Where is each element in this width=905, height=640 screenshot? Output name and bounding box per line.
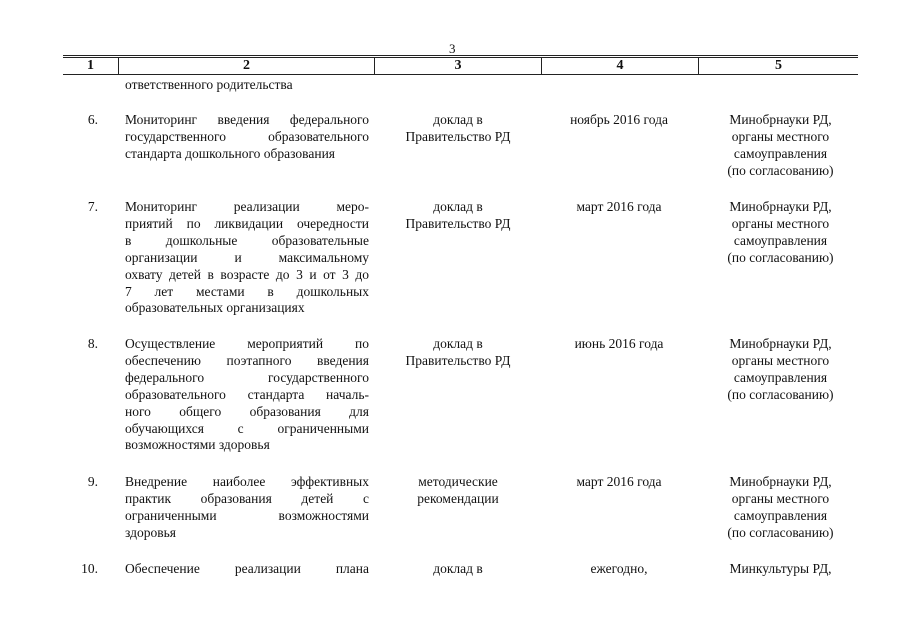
responsible bbox=[703, 561, 858, 578]
activity-line: обеспечению поэтапного введения bbox=[125, 352, 369, 368]
row-number: 10. bbox=[81, 561, 98, 576]
form-line: Правительство РД bbox=[405, 128, 511, 144]
deadline-line: ноябрь 2016 года bbox=[570, 112, 668, 127]
form-line: доклад в bbox=[433, 112, 483, 127]
page-number: 3 bbox=[449, 41, 456, 56]
responsible-line: самоуправления bbox=[733, 145, 828, 161]
activity-line: охвату детей в возрасте до 3 и от 3 до bbox=[125, 266, 369, 282]
responsible-line: самоуправления bbox=[733, 232, 828, 248]
activity-line: приятий по ликвидации очередности bbox=[125, 215, 369, 231]
responsible-line: органы местного bbox=[731, 352, 830, 368]
completion-form bbox=[383, 112, 533, 146]
responsible-line: Минобрнауки РД, bbox=[729, 112, 832, 127]
deadline-line: март 2016 года bbox=[576, 199, 662, 214]
responsible bbox=[703, 474, 858, 542]
activity-line: Внедрение наиболее эффективных bbox=[125, 474, 369, 489]
activity-line: ограниченными возможностями bbox=[125, 507, 369, 523]
form-line: рекомендации bbox=[417, 490, 499, 506]
activity-line: ного общего образования для bbox=[125, 403, 369, 419]
activity-line: здоровья bbox=[125, 524, 176, 540]
column-header-1: 1 bbox=[87, 58, 94, 73]
column-header-2: 2 bbox=[118, 58, 374, 74]
completion-form bbox=[383, 336, 533, 370]
form-line: доклад в bbox=[433, 336, 483, 351]
responsible-line: (по согласованию) bbox=[727, 249, 834, 265]
responsible bbox=[703, 199, 858, 267]
responsible-line: (по согласованию) bbox=[727, 386, 834, 402]
column-header-3: 3 bbox=[374, 58, 541, 74]
column-header-5: 5 bbox=[698, 58, 858, 74]
deadline bbox=[541, 199, 697, 216]
responsible bbox=[703, 336, 858, 404]
form-line: методические bbox=[418, 474, 498, 489]
responsible-line: Минобрнауки РД, bbox=[729, 199, 832, 214]
activity-line: практик образования детей с bbox=[125, 490, 369, 506]
responsible-line: самоуправления bbox=[733, 369, 828, 385]
activity-line: государственного образовательного bbox=[125, 128, 369, 144]
activity-line: Осуществление мероприятий по bbox=[125, 336, 369, 351]
responsible-line: органы местного bbox=[731, 128, 830, 144]
continued-text: ответственного родительства bbox=[125, 77, 293, 92]
row-number: 8. bbox=[87, 336, 98, 351]
deadline bbox=[541, 112, 697, 129]
activity-text bbox=[125, 199, 369, 317]
responsible-line: Минобрнауки РД, bbox=[729, 336, 832, 351]
activity-line: Мониторинг введения федерального bbox=[125, 112, 369, 127]
activity-line: федерального государственного bbox=[125, 369, 369, 385]
activity-line: Мониторинг реализации меро- bbox=[125, 199, 369, 214]
responsible-line: органы местного bbox=[731, 490, 830, 506]
responsible-line: (по согласованию) bbox=[727, 162, 834, 178]
deadline-line: март 2016 года bbox=[576, 474, 662, 489]
activity-line: организации и максимальному bbox=[125, 249, 369, 265]
responsible-line: Минобрнауки РД, bbox=[729, 474, 832, 489]
deadline-line: июнь 2016 года bbox=[574, 336, 664, 351]
deadline bbox=[541, 336, 697, 353]
responsible-line: Минкультуры РД, bbox=[729, 561, 832, 576]
activity-text bbox=[125, 112, 369, 163]
form-line: доклад в bbox=[433, 561, 483, 576]
completion-form bbox=[383, 474, 533, 508]
activity-line: Обеспечение реализации плана bbox=[125, 561, 369, 576]
activity-line: образовательных организациях bbox=[125, 300, 305, 316]
form-line: доклад в bbox=[433, 199, 483, 214]
row-number: 7. bbox=[87, 199, 98, 214]
activity-line: обучающихся с ограниченными bbox=[125, 420, 369, 436]
activity-text bbox=[125, 474, 369, 542]
row-number: 9. bbox=[87, 474, 98, 489]
responsible-line: органы местного bbox=[731, 215, 830, 231]
activity-text bbox=[125, 561, 369, 578]
column-header-4: 4 bbox=[541, 58, 698, 74]
deadline bbox=[541, 474, 697, 491]
row-number: 6. bbox=[87, 112, 98, 127]
activity-line: стандарта дошкольного образования bbox=[125, 145, 336, 161]
responsible-line: самоуправления bbox=[733, 507, 828, 523]
responsible bbox=[703, 112, 858, 180]
deadline-line: ежегодно, bbox=[590, 561, 648, 576]
table-header bbox=[63, 57, 858, 75]
completion-form bbox=[383, 561, 533, 578]
activity-line: в дошкольные образовательные bbox=[125, 232, 369, 248]
header-top-rule bbox=[63, 55, 858, 56]
activity-line: возможностями здоровья bbox=[125, 437, 270, 453]
activity-line: образовательного стандарта началь- bbox=[125, 386, 369, 402]
completion-form bbox=[383, 199, 533, 233]
form-line: Правительство РД bbox=[405, 352, 511, 368]
activity-line: 7 лет местами в дошкольных bbox=[125, 283, 369, 299]
activity-text bbox=[125, 336, 369, 454]
deadline bbox=[541, 561, 697, 578]
responsible-line: (по согласованию) bbox=[727, 524, 834, 540]
form-line: Правительство РД bbox=[405, 215, 511, 231]
